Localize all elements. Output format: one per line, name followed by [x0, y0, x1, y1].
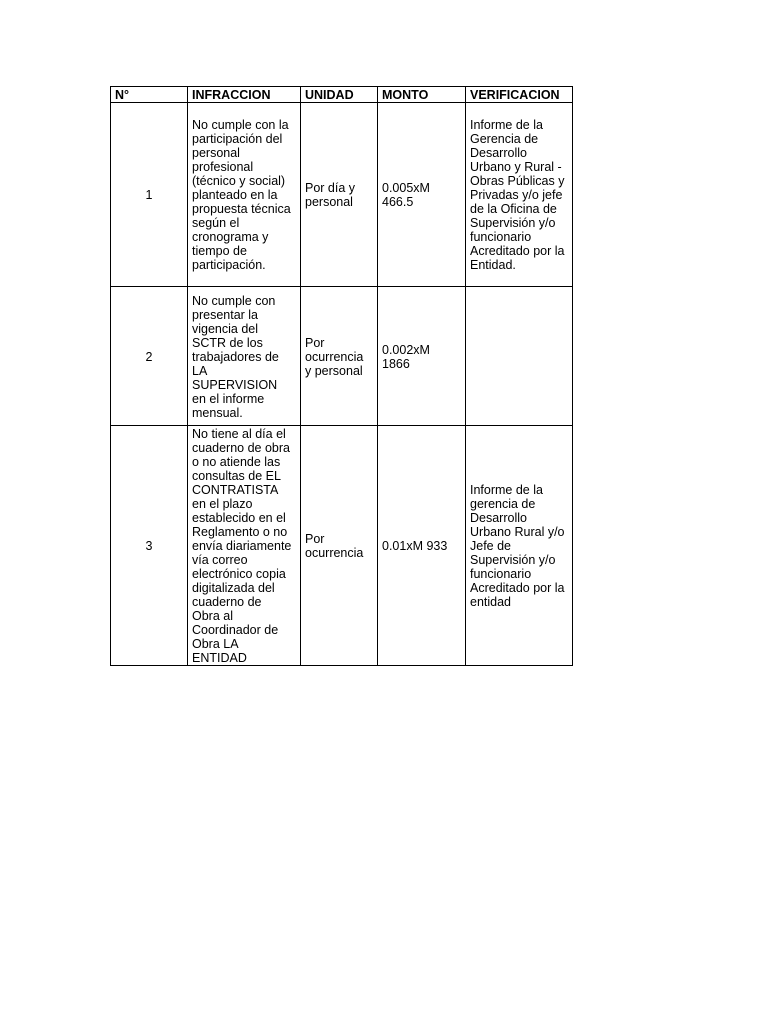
cell-monto: [378, 426, 466, 666]
cell-monto: [378, 103, 466, 287]
cell-unidad-text: Por ocurrencia: [305, 532, 364, 560]
header-monto: MONTO: [378, 87, 466, 103]
table-row: [111, 426, 573, 666]
cell-num: [111, 426, 188, 666]
cell-infraccion-text: No cumple con presentar la vigencia del SCTR de los trabajadores de LA SUPERVISION en el informe mensual.: [192, 293, 279, 420]
cell-infraccion: [188, 103, 301, 287]
infractions-table: [110, 86, 573, 666]
cell-monto-text: 0.005xM 466.5: [382, 181, 430, 209]
cell-unidad: [301, 287, 378, 426]
cell-infraccion-text: No tiene al día el cuaderno de obra o no atiende las consultas de EL CONTRATISTA en el plazo establecido en el Reglamento o no envía diariamente vía correo electrónico copia digitalizada del cuaderno de Obra al Coordinador de Obra LA ENTIDAD: [192, 427, 292, 665]
header-infraccion: INFRACCION: [188, 87, 301, 103]
cell-monto: [378, 287, 466, 426]
cell-verificacion-text: Informe de la gerencia de Desarrollo Urbano Rural y/o Jefe de Supervisión y/o funcionario Acreditado por la entidad: [470, 483, 565, 609]
cell-verificacion: [466, 287, 573, 426]
cell-num-text: 1: [145, 188, 153, 202]
cell-unidad: [301, 103, 378, 287]
cell-num: [111, 287, 188, 426]
header-num: N°: [111, 87, 188, 103]
table-row: [111, 287, 573, 426]
cell-unidad-text: Por día y personal: [305, 181, 356, 209]
cell-verificacion-text: Informe de la Gerencia de Desarrollo Urbano y Rural - Obras Públicas y Privadas y/o jefe de la Oficina de Supervisión y/o funcionario Acreditado por la Entidad.: [470, 118, 565, 272]
cell-num-text: 2: [145, 349, 153, 364]
cell-infraccion: [188, 426, 301, 666]
cell-verificacion: [466, 426, 573, 666]
cell-infraccion-text: No cumple con la participación del personal profesional (técnico y social) planteado en la propuesta técnica según el cronograma y tiempo de participación.: [192, 118, 291, 272]
cell-num: [111, 103, 188, 287]
cell-verificacion: [466, 103, 573, 287]
header-verificacion: VERIFICACION: [466, 87, 573, 103]
cell-unidad-text: Por ocurrencia y personal: [305, 335, 364, 378]
cell-num-text: 3: [145, 539, 153, 553]
header-unidad: UNIDAD: [301, 87, 378, 103]
cell-monto-text: 0.002xM 1866: [382, 342, 430, 371]
table-row: [111, 103, 573, 287]
cell-unidad: [301, 426, 378, 666]
table-header-row: [111, 87, 573, 103]
cell-monto-text: 0.01xM 933: [382, 539, 448, 553]
cell-infraccion: [188, 287, 301, 426]
